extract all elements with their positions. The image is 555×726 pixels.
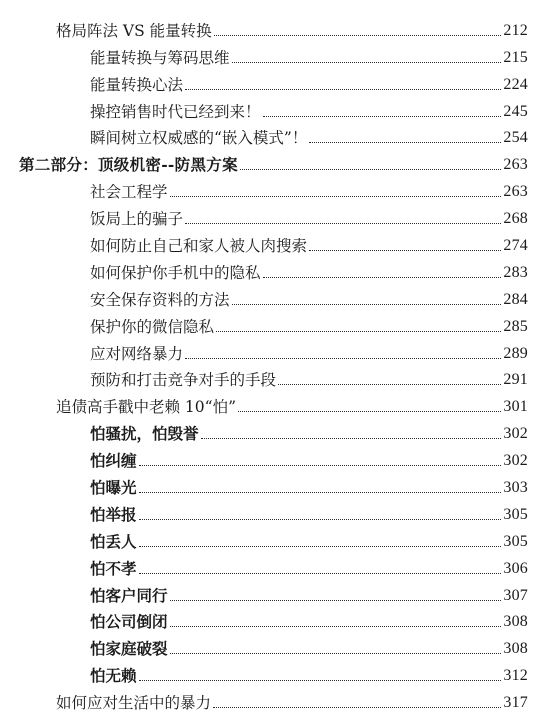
toc-entry [0, 444, 555, 471]
toc-dot-leader [185, 223, 501, 224]
toc-entry [0, 122, 555, 149]
toc-dot-leader [170, 196, 502, 197]
toc-dot-leader [240, 169, 502, 170]
toc-entry-title: 怕无赖 [90, 666, 137, 686]
toc-entry [0, 364, 555, 391]
toc-dot-leader [185, 358, 501, 359]
toc-entry-title: 如何防止自己和家人被人肉搜索 [90, 237, 308, 256]
toc-dot-leader [201, 438, 502, 439]
toc-entry [0, 337, 555, 364]
toc-entry [0, 283, 555, 310]
toc-entry [0, 68, 555, 95]
toc-entry [0, 14, 555, 41]
toc-entry [0, 606, 555, 633]
toc-part-heading [0, 148, 555, 175]
toc-entry-title: 怕曝光 [90, 478, 137, 498]
toc-entry-title: 饭局上的骗子 [90, 210, 184, 229]
toc-entry-title: 如何应对生活中的暴力 [56, 694, 212, 713]
toc-page-number: 312 [503, 667, 528, 685]
toc-entry [0, 659, 555, 686]
toc-page-number: 263 [503, 183, 528, 201]
toc-page-number: 274 [503, 237, 528, 255]
toc-entry-title: 怕不孝 [90, 558, 137, 578]
toc-page-number: 308 [503, 613, 528, 631]
toc-entry-title: 怕纠缠 [90, 451, 137, 471]
toc-entry-title: 应对网络暴力 [90, 344, 184, 363]
toc-entry [0, 95, 555, 122]
toc-page-number: 302 [503, 452, 528, 470]
toc-page-number: 305 [503, 505, 528, 523]
toc-dot-leader [263, 116, 502, 117]
toc-entry [0, 579, 555, 606]
toc-dot-leader [216, 331, 501, 332]
toc-dot-leader [139, 492, 502, 493]
toc-entry [0, 471, 555, 498]
toc-entry-title: 预防和打击竞争对手的手段 [90, 371, 277, 390]
toc-page-number: 263 [503, 156, 528, 174]
toc-dot-leader [139, 680, 502, 681]
toc-entry [0, 525, 555, 552]
toc-page-number: 245 [503, 102, 528, 120]
toc-entry-title: 怕骚扰，怕毁誉 [90, 424, 199, 444]
toc-entry [0, 310, 555, 337]
toc-dot-leader [238, 411, 501, 412]
toc-entry-title: 能量转换与筹码思维 [90, 48, 230, 67]
toc-entry [0, 552, 555, 579]
toc-page-number: 268 [503, 210, 528, 228]
toc-dot-leader [309, 250, 501, 251]
toc-entry [0, 202, 555, 229]
toc-page-number: 283 [503, 263, 528, 281]
toc-entry-title: 瞬间树立权威感的“嵌入模式”！ [90, 129, 308, 148]
toc-page-number: 284 [503, 290, 528, 308]
toc-entry-title: 格局阵法 VS 能量转换 [56, 21, 212, 40]
toc-entry [0, 256, 555, 283]
toc-page-number: 305 [503, 532, 528, 550]
toc-page-number: 317 [503, 694, 528, 712]
toc-dot-leader [139, 546, 502, 547]
toc-page-number: 308 [503, 640, 528, 658]
toc-page-number: 254 [503, 129, 528, 147]
toc-entry-title: 社会工程学 [90, 183, 168, 202]
toc-page-number: 291 [503, 371, 528, 389]
toc-page-number: 289 [503, 344, 528, 362]
toc-dot-leader [139, 465, 502, 466]
toc-entry [0, 175, 555, 202]
toc-entry [0, 417, 555, 444]
toc-entry-title: 操控销售时代已经到来！ [90, 102, 261, 121]
toc-entry-title: 怕公司倒闭 [90, 612, 168, 632]
toc-entry-title: 第二部分：顶级机密--防黑方案 [19, 155, 238, 175]
table-of-contents [0, 14, 555, 713]
toc-dot-leader [170, 653, 502, 654]
toc-entry-title: 追债高手戳中老赖 10“怕” [56, 398, 236, 417]
toc-entry-title: 怕丢人 [90, 531, 137, 551]
toc-page-number: 212 [503, 21, 528, 39]
toc-entry-title: 如何保护你手机中的隐私 [90, 263, 261, 282]
toc-dot-leader [139, 519, 502, 520]
toc-dot-leader [185, 89, 501, 90]
toc-dot-leader [213, 707, 501, 708]
toc-page-number: 215 [503, 48, 528, 66]
toc-page-number: 307 [503, 586, 528, 604]
toc-entry [0, 686, 555, 713]
toc-entry-title: 怕举报 [90, 504, 137, 524]
toc-dot-leader [170, 600, 502, 601]
toc-entry-title: 怕家庭破裂 [90, 639, 168, 659]
toc-entry [0, 498, 555, 525]
toc-entry-title: 安全保存资料的方法 [90, 290, 230, 309]
toc-page-number: 306 [503, 559, 528, 577]
toc-page-number: 285 [503, 317, 528, 335]
toc-dot-leader [214, 35, 502, 36]
toc-dot-leader [170, 626, 502, 627]
toc-entry [0, 390, 555, 417]
toc-entry-title: 怕客户同行 [90, 585, 168, 605]
toc-page-number: 224 [503, 75, 528, 93]
toc-page-number: 302 [503, 425, 528, 443]
toc-dot-leader [263, 277, 502, 278]
toc-dot-leader [309, 142, 501, 143]
toc-page-number: 301 [503, 398, 528, 416]
toc-entry [0, 41, 555, 68]
toc-entry [0, 229, 555, 256]
toc-page-number: 303 [503, 479, 528, 497]
toc-entry-title: 能量转换心法 [90, 75, 184, 94]
toc-dot-leader [278, 384, 501, 385]
toc-entry-title: 保护你的微信隐私 [90, 317, 215, 336]
toc-entry [0, 632, 555, 659]
toc-dot-leader [232, 62, 502, 63]
toc-dot-leader [232, 304, 502, 305]
toc-dot-leader [139, 573, 502, 574]
